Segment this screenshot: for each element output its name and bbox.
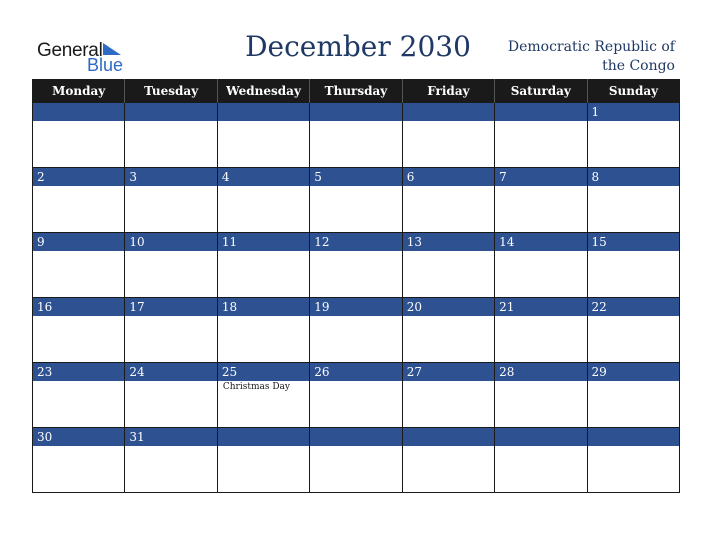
calendar-day-cell bbox=[495, 428, 587, 493]
calendar-day-cell bbox=[495, 233, 587, 298]
calendar-day-cell bbox=[125, 103, 217, 168]
page-title: December 2030 bbox=[245, 30, 471, 63]
calendar-day-cell bbox=[217, 298, 309, 363]
day-number: 26 bbox=[310, 363, 401, 381]
day-number: 21 bbox=[495, 298, 586, 316]
day-number: 17 bbox=[125, 298, 216, 316]
calendar-day-cell bbox=[310, 363, 402, 428]
day-number bbox=[588, 428, 679, 446]
weekday-header: Thursday bbox=[310, 79, 402, 103]
day-number: 22 bbox=[588, 298, 679, 316]
country-line-2: the Congo bbox=[602, 58, 675, 74]
day-number bbox=[125, 103, 216, 121]
day-number bbox=[495, 103, 586, 121]
day-number bbox=[310, 428, 401, 446]
day-number: 16 bbox=[33, 298, 124, 316]
calendar-day-cell bbox=[125, 298, 217, 363]
calendar-day-cell bbox=[125, 233, 217, 298]
day-number: 19 bbox=[310, 298, 401, 316]
day-number: 10 bbox=[125, 233, 216, 251]
calendar-day-cell bbox=[587, 428, 679, 493]
weekday-header: Tuesday bbox=[125, 79, 217, 103]
day-number: 25 bbox=[218, 363, 309, 381]
day-number: 11 bbox=[218, 233, 309, 251]
calendar-week-row bbox=[33, 428, 680, 493]
day-number: 20 bbox=[403, 298, 494, 316]
day-number: 15 bbox=[588, 233, 679, 251]
calendar-day-cell bbox=[495, 363, 587, 428]
day-number bbox=[33, 103, 124, 121]
day-number: 4 bbox=[218, 168, 309, 186]
logo-triangle-icon bbox=[101, 43, 121, 57]
day-number: 29 bbox=[588, 363, 679, 381]
calendar-day-cell bbox=[402, 428, 494, 493]
day-number: 14 bbox=[495, 233, 586, 251]
country-name bbox=[475, 38, 675, 76]
calendar-day-cell bbox=[587, 233, 679, 298]
day-number: 3 bbox=[125, 168, 216, 186]
calendar-day-cell bbox=[217, 428, 309, 493]
calendar-week-row bbox=[33, 298, 680, 363]
day-number bbox=[403, 103, 494, 121]
calendar-day-cell bbox=[217, 103, 309, 168]
calendar-day-cell bbox=[217, 233, 309, 298]
logo bbox=[37, 40, 137, 75]
day-number bbox=[218, 428, 309, 446]
day-number: 12 bbox=[310, 233, 401, 251]
calendar-day-cell bbox=[495, 298, 587, 363]
calendar-week-row bbox=[33, 103, 680, 168]
calendar-day-cell bbox=[587, 298, 679, 363]
calendar-day-cell bbox=[33, 428, 125, 493]
calendar-day-cell bbox=[125, 168, 217, 233]
day-number: 18 bbox=[218, 298, 309, 316]
day-number: 1 bbox=[588, 103, 679, 121]
weekday-header: Saturday bbox=[495, 79, 587, 103]
calendar-grid bbox=[32, 79, 680, 493]
calendar-day-cell bbox=[33, 233, 125, 298]
logo-general-text: General bbox=[37, 40, 103, 61]
day-number: 13 bbox=[403, 233, 494, 251]
weekday-header: Monday bbox=[33, 79, 125, 103]
day-number: 6 bbox=[403, 168, 494, 186]
calendar-week-row bbox=[33, 233, 680, 298]
calendar-day-cell bbox=[310, 233, 402, 298]
calendar-day-cell bbox=[33, 298, 125, 363]
calendar-day-cell bbox=[217, 363, 309, 428]
day-number: 27 bbox=[403, 363, 494, 381]
calendar-day-cell bbox=[33, 103, 125, 168]
holiday-label: Christmas Day bbox=[222, 382, 290, 392]
day-number bbox=[403, 428, 494, 446]
country-line-1: Democratic Republic of bbox=[507, 39, 675, 55]
calendar-day-cell bbox=[33, 363, 125, 428]
calendar-week-row bbox=[33, 168, 680, 233]
calendar-day-cell bbox=[310, 428, 402, 493]
weekday-header: Sunday bbox=[587, 79, 679, 103]
day-number: 7 bbox=[495, 168, 586, 186]
calendar-day-cell bbox=[310, 103, 402, 168]
day-number: 30 bbox=[33, 428, 124, 446]
day-number: 31 bbox=[125, 428, 216, 446]
day-number bbox=[218, 103, 309, 121]
calendar-day-cell bbox=[402, 168, 494, 233]
calendar-day-cell bbox=[33, 168, 125, 233]
calendar-day-cell bbox=[402, 298, 494, 363]
calendar-week-row bbox=[33, 363, 680, 428]
calendar-day-cell bbox=[125, 363, 217, 428]
calendar-day-cell bbox=[217, 168, 309, 233]
calendar-day-cell bbox=[495, 168, 587, 233]
day-number bbox=[310, 103, 401, 121]
day-number: 9 bbox=[33, 233, 124, 251]
weekday-header: Friday bbox=[402, 79, 494, 103]
weekday-header: Wednesday bbox=[217, 79, 309, 103]
weekday-header-row bbox=[33, 79, 680, 103]
day-number bbox=[495, 428, 586, 446]
day-number: 28 bbox=[495, 363, 586, 381]
calendar-day-cell bbox=[310, 298, 402, 363]
calendar-day-cell bbox=[402, 233, 494, 298]
calendar-day-cell bbox=[587, 103, 679, 168]
calendar-day-cell bbox=[587, 363, 679, 428]
calendar-body bbox=[33, 103, 680, 493]
calendar-day-cell bbox=[587, 168, 679, 233]
day-number: 23 bbox=[33, 363, 124, 381]
day-number: 2 bbox=[33, 168, 124, 186]
calendar-day-cell bbox=[402, 363, 494, 428]
calendar-day-cell bbox=[495, 103, 587, 168]
day-number: 5 bbox=[310, 168, 401, 186]
day-number: 8 bbox=[588, 168, 679, 186]
calendar-day-cell bbox=[402, 103, 494, 168]
calendar-day-cell bbox=[125, 428, 217, 493]
logo-blue-text: Blue bbox=[87, 55, 124, 75]
day-number: 24 bbox=[125, 363, 216, 381]
calendar-day-cell bbox=[310, 168, 402, 233]
